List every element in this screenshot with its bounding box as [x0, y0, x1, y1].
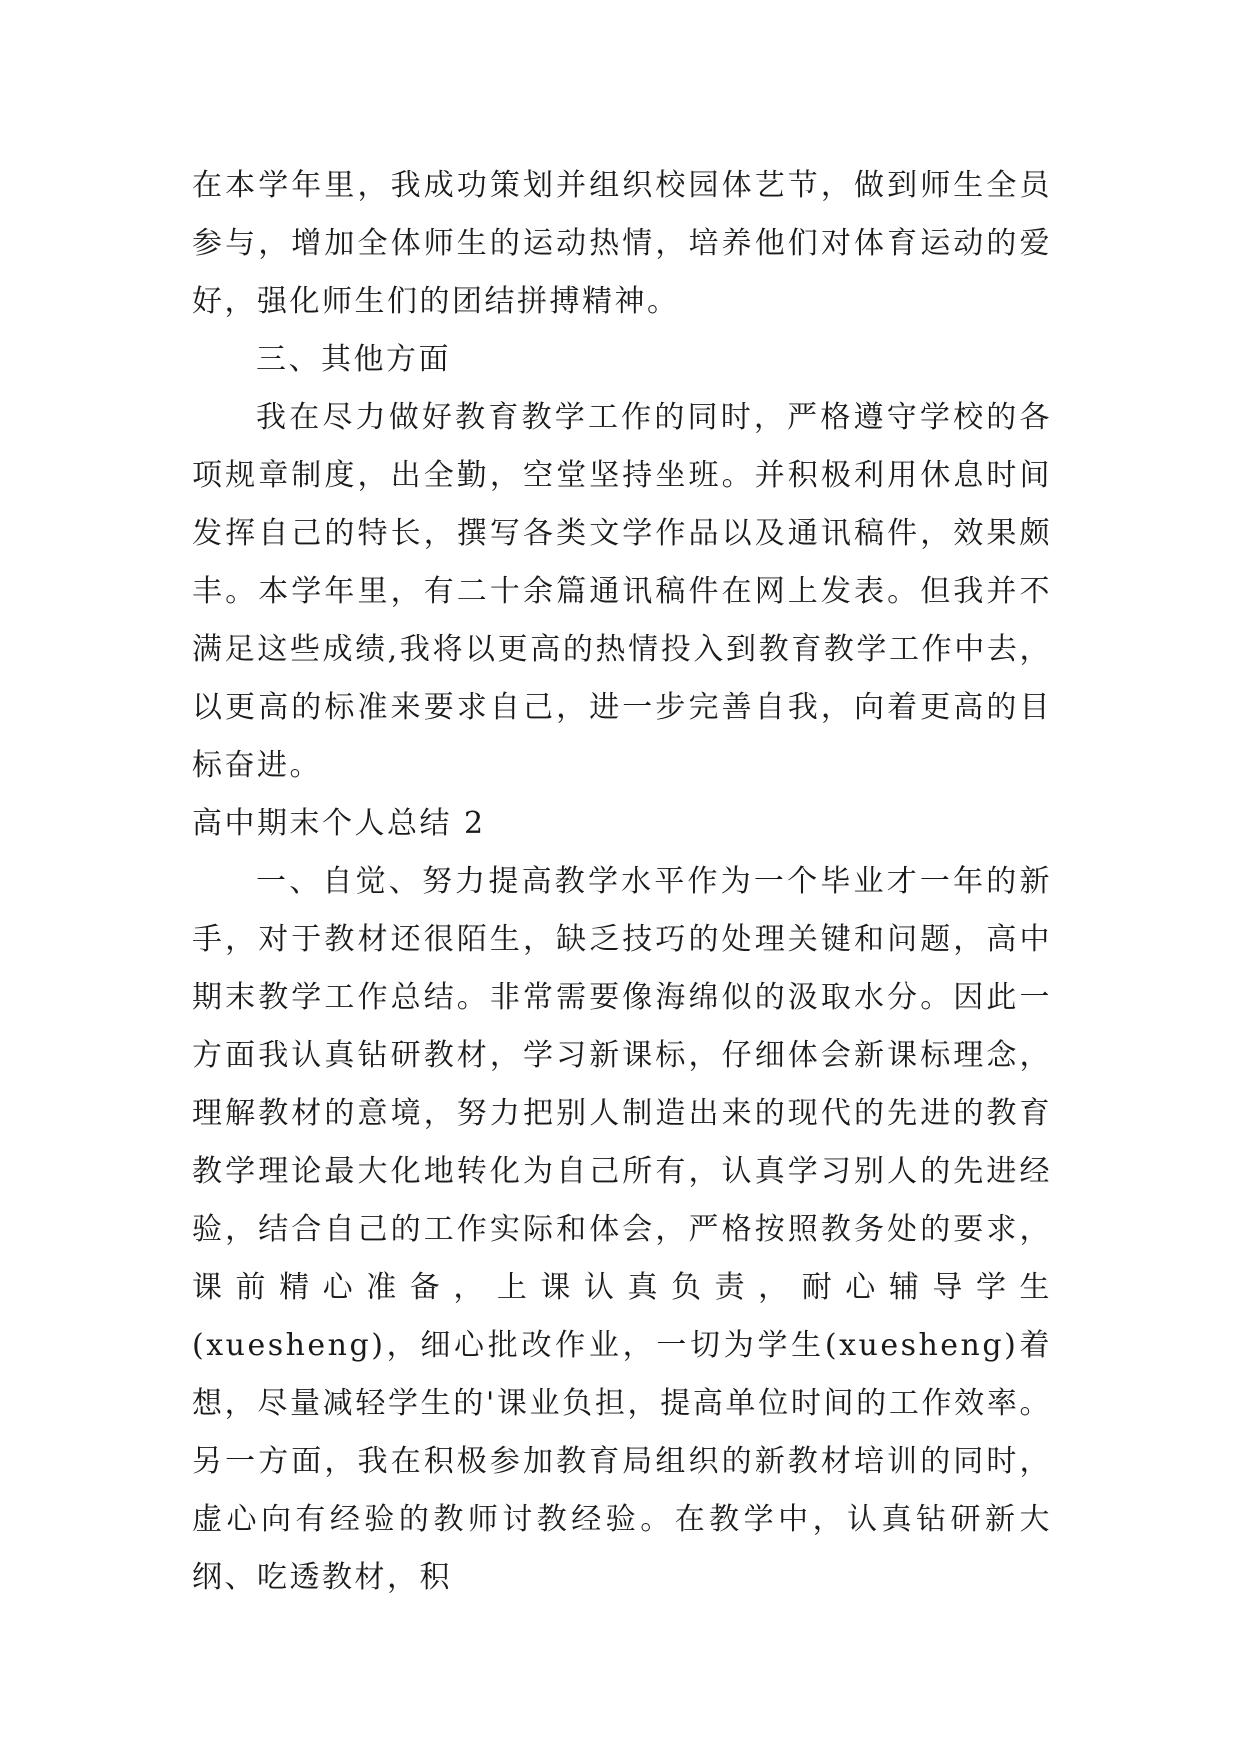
section-heading-other-aspects: 三、其他方面 [256, 342, 451, 377]
paragraph-other-aspects: 我在尽力做好教育教学工作的同时，严格遵守学校的各项规章制度，出全勤，空堂坚持坐班。并积极利用休息时间发挥自己的特长，撰写各类文学作品以及通讯稿件，效果颇丰。本学年里，有二十余篇通讯稿件在网上发表。但我并不满足这些成绩,我将以更高的热情投入到教育教学工作中去，以更高的标准来要求自己，进一步完善自我，向着更高的目标奋进。 [192, 400, 1052, 783]
summary-title-2: 高中期末个人总结 2 [192, 806, 486, 841]
paragraph-sports-festival: 在本学年里，我成功策划并组织校园体艺节，做到师生全员参与，增加全体师生的运动热情，培养他们对体育运动的爱好，强化师生们的团结拼搏精神。 [192, 168, 1052, 319]
paragraph-teaching-level: 一、自觉、努力提高教学水平作为一个毕业才一年的新手，对于教材还很陌生，缺乏技巧的处理关键和问题，高中期末教学工作总结。非常需要像海绵似的汲取水分。因此一方面我认真钻研教材，学习新课标，仔细体会新课标理念，理解教材的意境，努力把别人制造出来的现代的先进的教育教学理论最大化地转化为自己所有，认真学习别人的先进经验，结合自己的工作实际和体会，严格按照教务处的要求，课前精心准备，上课认真负责，耐心辅导学生(xuesheng)，细心批改作业，一切为学生(xuesheng)着想，尽量减轻学生的'课业负担，提高单位时间的工作效率。另一方面，我在积极参加教育局组织的新教材培训的同时，虚心向有经验的教师讨教经验。在教学中，认真钻研新大纲、吃透教材，积 [192, 864, 1052, 1595]
document-body [192, 157, 1052, 1607]
